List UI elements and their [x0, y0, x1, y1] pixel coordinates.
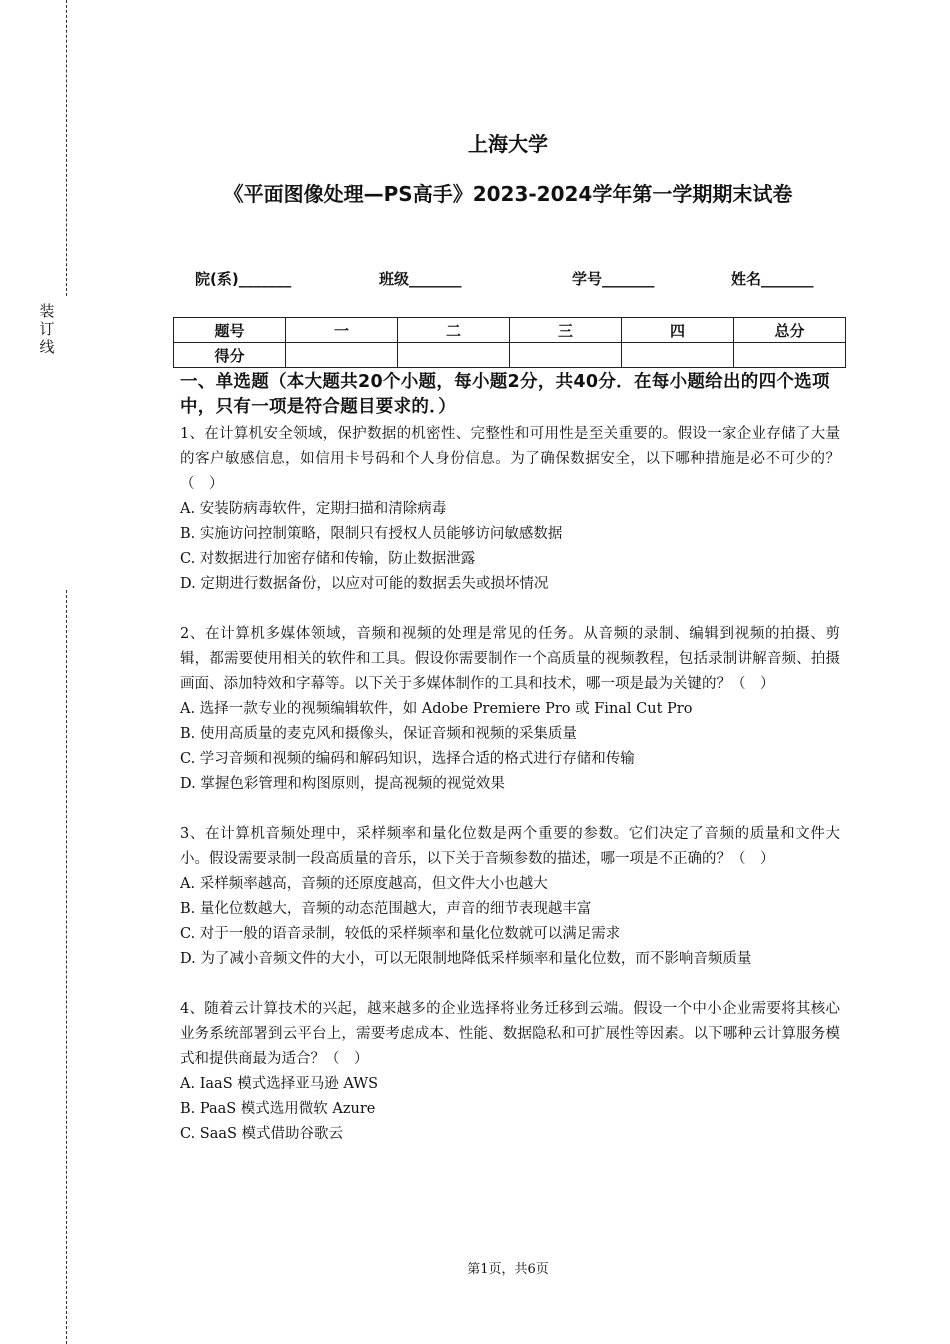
score-cell — [622, 343, 734, 368]
university-name: 上海大学 — [468, 132, 548, 156]
department-field: 院(系)_______ — [195, 270, 292, 288]
score-header-cell: 总分 — [734, 318, 846, 343]
question-option: A. 采样频率越高，音频的还原度越高，但文件大小也越大 — [180, 876, 548, 892]
score-cell — [510, 343, 622, 368]
score-cell — [398, 343, 510, 368]
student-id-field: 学号_______ — [572, 270, 655, 288]
binding-label — [37, 302, 57, 356]
question-option: C. SaaS 模式借助谷歌云 — [180, 1126, 344, 1142]
binding-char: 装 — [39, 302, 55, 320]
score-cell — [286, 343, 398, 368]
question-stem: 2、在计算机多媒体领域，音频和视频的处理是常见的任务。从音频的录制、编辑到视频的拍摄、剪辑，都需要使用相关的软件和工具。假设你需要制作一个高质量的视频教程，包括录制讲解音频、拍摄画面、添加特效和字幕等。以下关于多媒体制作的工具和技术，哪一项是最为关键的？（ ） — [180, 626, 840, 692]
question-option: A. IaaS 模式选择亚马逊 AWS — [180, 1076, 379, 1092]
question-option: B. 使用高质量的麦克风和摄像头，保证音频和视频的采集质量 — [180, 726, 577, 742]
question-option: A. 选择一款专业的视频编辑软件，如 Adobe Premiere Pro 或 Final Cut Pro — [180, 701, 693, 717]
exam-title: 《平面图像处理—PS高手》2023-2024学年第一学期期末试卷 — [223, 182, 793, 206]
score-header-cell: 四 — [622, 318, 734, 343]
question-stem: 1、在计算机安全领域，保护数据的机密性、完整性和可用性是至关重要的。假设一家企业存储了大量的客户敏感信息，如信用卡号码和个人身份信息。为了确保数据安全，以下哪种措施是必不可少的？（ ） — [180, 426, 840, 492]
question-2 — [180, 622, 840, 797]
question-option: C. 对于一般的语音录制，较低的采样频率和量化位数就可以满足需求 — [180, 926, 621, 942]
question-1 — [180, 422, 840, 597]
score-table — [173, 317, 846, 368]
question-option: C. 学习音频和视频的编码和解码知识，选择合适的格式进行存储和传输 — [180, 751, 635, 767]
score-header-cell: 题号 — [174, 318, 286, 343]
question-option: B. 量化位数越大，音频的动态范围越大，声音的细节表现越丰富 — [180, 901, 592, 917]
binding-char: 线 — [39, 338, 55, 356]
name-field: 姓名_______ — [731, 270, 814, 288]
score-table-score-row — [174, 343, 846, 368]
question-option: C. 对数据进行加密存储和传输，防止数据泄露 — [180, 551, 476, 567]
class-field: 班级_______ — [379, 270, 462, 288]
score-header-cell: 一 — [286, 318, 398, 343]
question-option: D. 定期进行数据备份，以应对可能的数据丢失或损坏情况 — [180, 576, 549, 592]
question-option: B. PaaS 模式选用微软 Azure — [180, 1101, 376, 1117]
score-header-cell: 二 — [398, 318, 510, 343]
page-footer: 第1页，共6页 — [467, 1262, 549, 1277]
score-cell — [734, 343, 846, 368]
exam-content — [180, 370, 840, 1147]
score-header-cell: 三 — [510, 318, 622, 343]
question-4 — [180, 997, 840, 1147]
section-heading: 一、单选题（本大题共20个小题，每小题2分，共40分．在每小题给出的四个选项中，只有一项是符合题目要求的．） — [180, 372, 830, 417]
question-option: B. 实施访问控制策略，限制只有授权人员能够访问敏感数据 — [180, 526, 563, 542]
score-table-header-row — [174, 318, 846, 343]
question-stem: 4、随着云计算技术的兴起，越来越多的企业选择将业务迁移到云端。假设一个中小企业需要将其核心业务系统部署到云平台上，需要考虑成本、性能、数据隐私和可扩展性等因素。以下哪种云计算服务模式和提供商最为适合？（ ） — [180, 1001, 840, 1067]
score-row-label: 得分 — [174, 343, 286, 368]
question-option: A. 安装防病毒软件，定期扫描和清除病毒 — [180, 501, 447, 517]
question-3 — [180, 822, 840, 972]
binding-line-bottom — [66, 590, 67, 1344]
question-option: D. 掌握色彩管理和构图原则，提高视频的视觉效果 — [180, 776, 505, 792]
binding-char: 订 — [39, 320, 55, 338]
question-stem: 3、在计算机音频处理中，采样频率和量化位数是两个重要的参数。它们决定了音频的质量和文件大小。假设需要录制一段高质量的音乐，以下关于音频参数的描述，哪一项是不正确的？（ ） — [180, 826, 840, 867]
question-option: D. 为了减小音频文件的大小，可以无限制地降低采样频率和量化位数，而不影响音频质量 — [180, 951, 752, 967]
